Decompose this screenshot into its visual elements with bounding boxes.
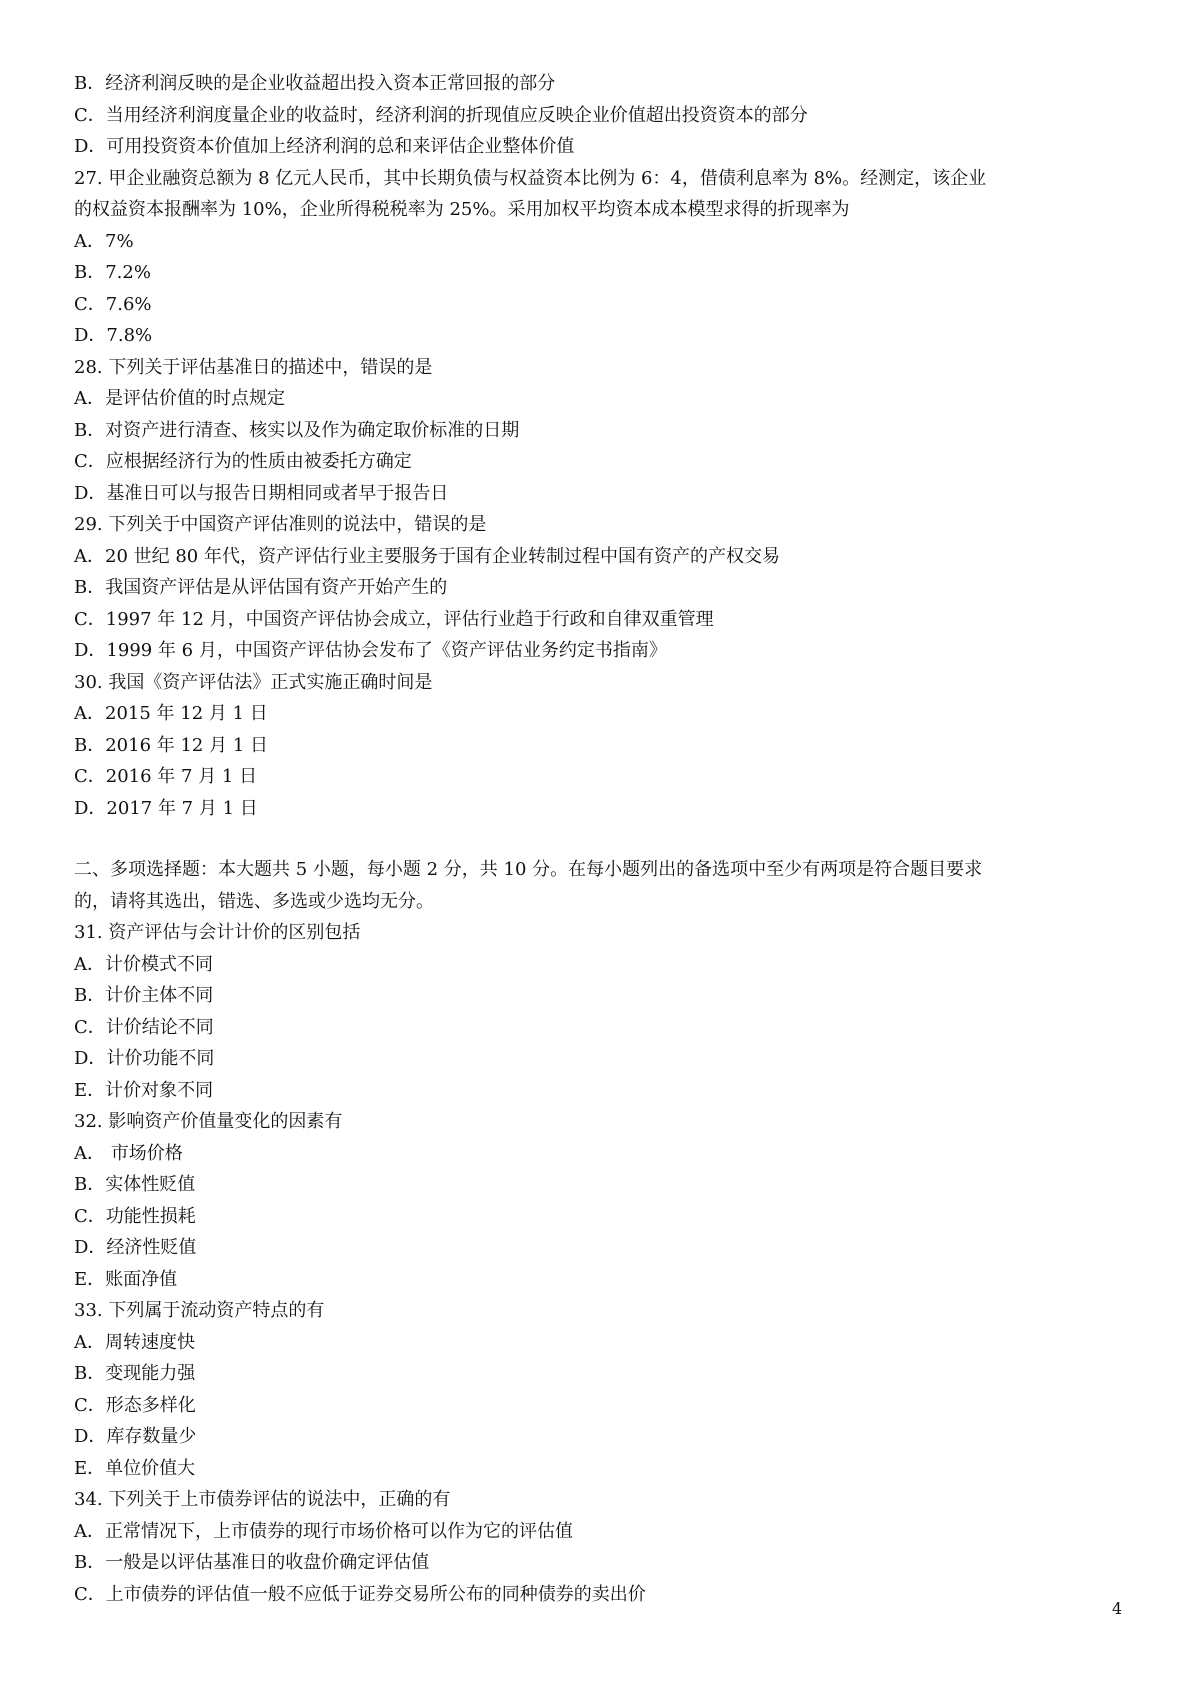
q33-stem: 33. 下列属于流动资产特点的有 (74, 1300, 325, 1321)
q30-option-d: D．2017 年 7 月 1 日 (74, 797, 258, 819)
q28-option-b: B．对资产进行清查、核实以及作为确定取价标准的日期 (74, 419, 520, 441)
q32-option-e: E．账面净值 (74, 1268, 178, 1290)
q26-option-c: C．当用经济利润度量企业的收益时，经济利润的折现值应反映企业价值超出投资资本的部分 (74, 104, 808, 126)
q31-option-a: A．计价模式不同 (74, 953, 213, 975)
section-2-heading-line-2: 的，请将其选出，错选、多选或少选均无分。 (74, 890, 434, 912)
q33-option-e: E．单位价值大 (74, 1457, 196, 1479)
q30-stem: 30. 我国《资产评估法》正式实施正确时间是 (74, 671, 433, 693)
q29-option-a: A．20 世纪 80 年代，资产评估行业主要服务于国有企业转制过程中国有资产的产权交易 (74, 545, 780, 567)
q28-option-c: C．应根据经济行为的性质由被委托方确定 (74, 451, 412, 472)
q32-option-b: B．实体性贬值 (74, 1174, 196, 1195)
q31-option-c: C．计价结论不同 (74, 1016, 214, 1038)
q31-stem: 31. 资产评估与会计计价的区别包括 (74, 922, 361, 943)
exam-page-body (74, 68, 1134, 1610)
q32-option-c: C．功能性损耗 (74, 1205, 196, 1227)
q27-stem-line-1: 27. 甲企业融资总额为 8 亿元人民币，其中长期负债与权益资本比例为 6：4，借债利息率为 8%。经测定，该企业 (74, 167, 987, 189)
q31-option-e: E．计价对象不同 (74, 1079, 214, 1101)
section-spacer (74, 824, 1134, 854)
q34-option-b: B．一般是以评估基准日的收盘价确定评估值 (74, 1552, 430, 1573)
q34-stem: 34. 下列关于上市债券评估的说法中，正确的有 (74, 1489, 451, 1510)
q32-option-d: D．经济性贬值 (74, 1237, 197, 1258)
q30-option-b: B．2016 年 12 月 1 日 (74, 734, 269, 756)
q27-option-b: B．7.2% (74, 262, 151, 283)
q27-stem-line-2: 的权益资本报酬率为 10%，企业所得税税率为 25%。采用加权平均资本成本模型求得的折现率为 (74, 199, 850, 220)
q27-option-c: C．7.6% (74, 293, 152, 315)
q33-option-d: D．库存数量少 (74, 1426, 197, 1447)
section-2-heading-line-1: 二、多项选择题：本大题共 5 小题，每小题 2 分，共 10 分。在每小题列出的备选项中至少有两项是符合题目要求 (74, 859, 983, 880)
q28-option-d: D．基准日可以与报告日期相同或者早于报告日 (74, 482, 449, 504)
q32-option-a: A． 市场价格 (74, 1142, 183, 1164)
q34-option-a: A．正常情况下，上市债券的现行市场价格可以作为它的评估值 (74, 1520, 573, 1542)
q29-option-c: C．1997 年 12 月，中国资产评估协会成立，评估行业趋于行政和自律双重管理 (74, 608, 714, 630)
q33-option-a: A．周转速度快 (74, 1331, 195, 1353)
q30-option-a: A．2015 年 12 月 1 日 (74, 703, 268, 724)
q29-option-b: B．我国资产评估是从评估国有资产开始产生的 (74, 577, 448, 598)
q32-stem: 32. 影响资产价值量变化的因素有 (74, 1111, 343, 1132)
q31-option-d: D．计价功能不同 (74, 1048, 215, 1069)
q27-option-d: D．7.8% (74, 325, 153, 346)
q29-stem: 29. 下列关于中国资产评估准则的说法中，错误的是 (74, 514, 487, 535)
q31-option-b: B．计价主体不同 (74, 985, 214, 1006)
q27-option-a: A．7% (74, 230, 134, 252)
q28-stem: 28. 下列关于评估基准日的描述中，错误的是 (74, 356, 433, 378)
q34-option-c: C．上市债券的评估值一般不应低于证券交易所公布的同种债券的卖出价 (74, 1583, 646, 1605)
q30-option-c: C．2016 年 7 月 1 日 (74, 766, 258, 787)
q28-option-a: A．是评估价值的时点规定 (74, 388, 285, 409)
q29-option-d: D．1999 年 6 月，中国资产评估协会发布了《资产评估业务约定书指南》 (74, 640, 667, 661)
q33-option-c: C．形态多样化 (74, 1394, 196, 1416)
q26-option-b: B．经济利润反映的是企业收益超出投入资本正常回报的部分 (74, 73, 556, 94)
page-number: 4 (1112, 1599, 1123, 1618)
q33-option-b: B．变现能力强 (74, 1363, 196, 1384)
q26-option-d: D．可用投资资本价值加上经济利润的总和来评估企业整体价值 (74, 136, 575, 157)
